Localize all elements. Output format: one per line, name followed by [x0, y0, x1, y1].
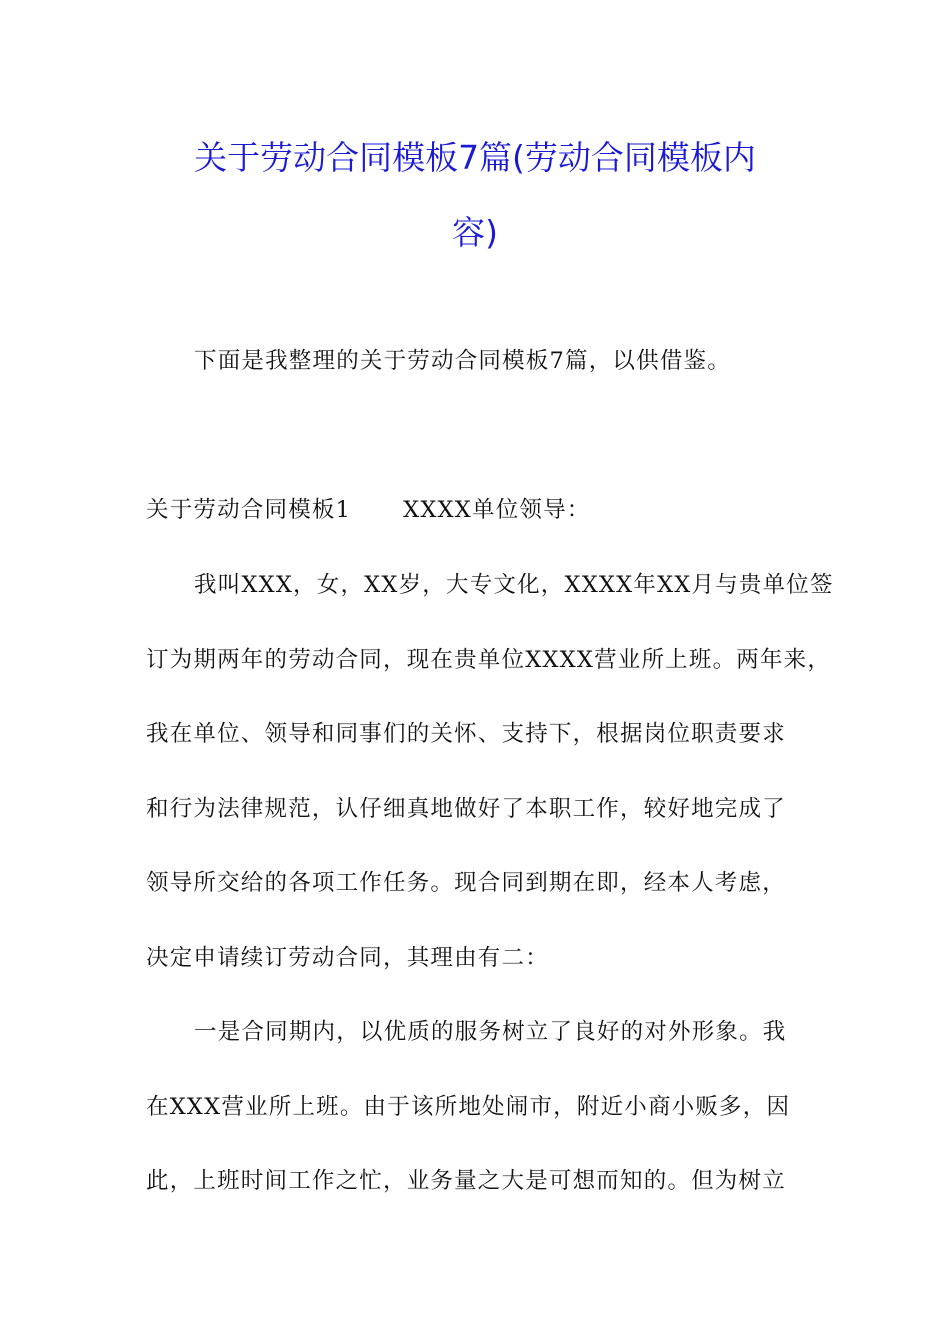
intro-paragraph: 下面是我整理的关于劳动合同模板7篇，以供借鉴。 [194, 348, 731, 374]
body-line: 决定申请续订劳动合同，其理由有二： [146, 945, 549, 971]
body-line: 订为期两年的劳动合同，现在贵单位XXXX营业所上班。两年来， [146, 647, 832, 673]
section-heading-row [146, 495, 591, 525]
body-line: 和行为法律规范，认仔细真地做好了本职工作，较好地完成了 [146, 796, 786, 822]
document-title-line-1: 关于劳动合同模板7篇(劳动合同模板内 [194, 138, 756, 177]
salutation: XXXX单位领导： [403, 497, 591, 523]
body-line: 一是合同期内，以优质的服务树立了良好的对外形象。我 [194, 1019, 787, 1045]
body-line: 领导所交给的各项工作任务。现合同到期在即，经本人考虑， [146, 870, 786, 896]
body-line: 在XXX营业所上班。由于该所地处闹市，附近小商小贩多，因 [146, 1094, 791, 1120]
body-line: 我在单位、领导和同事们的关怀、支持下，根据岗位职责要求 [146, 721, 786, 747]
document-title-line-2: 容) [452, 213, 498, 252]
body-line: 我叫XXX，女，XX岁，大专文化，XXXX年XX月与贵单位签 [194, 572, 834, 598]
section-heading: 关于劳动合同模板1 [146, 497, 352, 523]
body-line: 此，上班时间工作之忙，业务量之大是可想而知的。但为树立 [146, 1168, 786, 1194]
